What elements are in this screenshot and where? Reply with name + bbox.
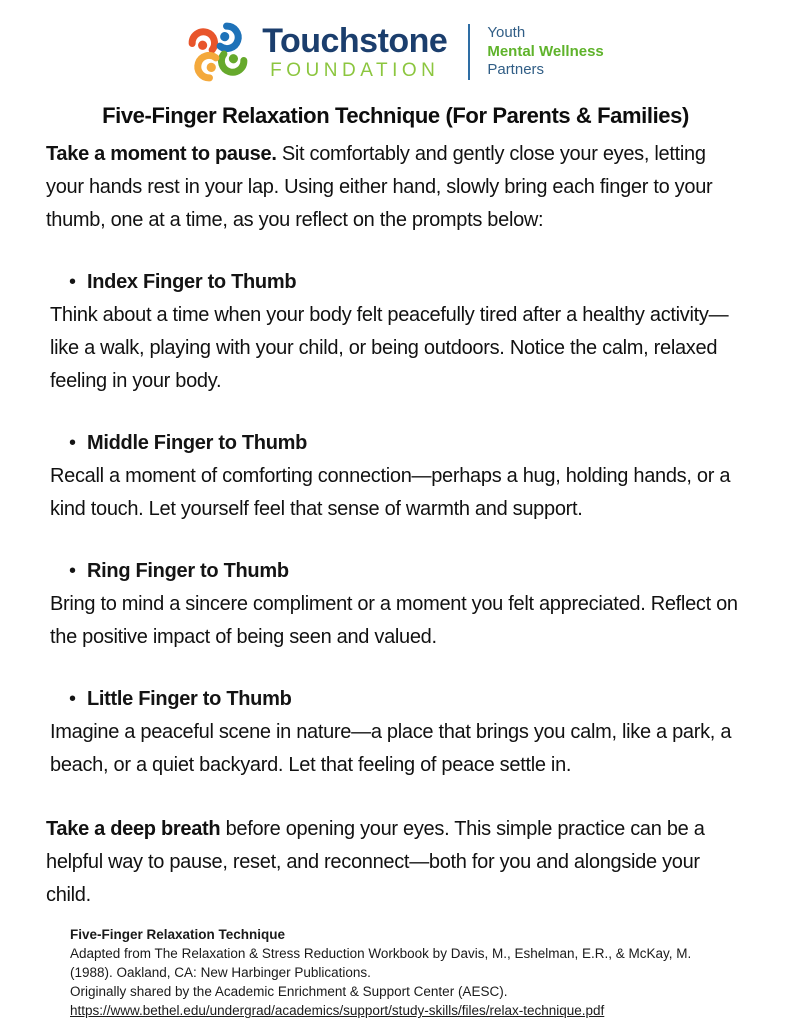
step-index-finger (46, 266, 745, 398)
citation-title: Five-Finger Relaxation Technique (70, 927, 286, 942)
closing-lead-bold: Take a deep breath (46, 818, 221, 840)
intro-text: Sit comfortably and gently close your eyes, letting your hands rest in your lap. Using either hand, slowly bring each finger to your thumb, one at a time, as you reflect on the prompts below: (46, 143, 713, 231)
intro-paragraph (46, 138, 745, 237)
brand-foundation: FOUNDATION (270, 60, 440, 81)
step-heading-label: Ring Finger to Thumb (87, 560, 289, 582)
citation-adapted-from: Adapted from The Relaxation & Stress Reduction Workbook by Davis, M., Eshelman, E.R., & McKay, M. (1988). Oakland, CA: New Harbinger Publications. (70, 946, 692, 980)
step-body: Think about a time when your body felt peacefully tired after a healthy activity—like a walk, playing with your child, or being outdoors. Notice the calm, relaxed feeling in your body. (50, 304, 729, 392)
logo-divider (468, 24, 470, 80)
partner-line-mental-wellness: Mental Wellness (487, 42, 604, 60)
step-middle-finger (46, 427, 745, 526)
page-title: Five-Finger Relaxation Technique (For Parents & Families) (102, 103, 689, 128)
partner-tagline (487, 24, 603, 80)
touchstone-foundation-logo-icon (187, 21, 249, 83)
intro-lead-bold: Take a moment to pause. (46, 143, 277, 165)
step-heading (46, 555, 745, 588)
step-heading-label: Index Finger to Thumb (87, 271, 297, 293)
step-heading-label: Little Finger to Thumb (87, 688, 292, 710)
step-body: Recall a moment of comforting connection—perhaps a hug, holding hands, or a kind touch. Let yourself feel that sense of warmth and support. (50, 465, 731, 520)
citation-shared-by: Originally shared by the Academic Enrichment & Support Center (AESC). (70, 984, 508, 999)
step-body: Bring to mind a sincere compliment or a moment you felt appreciated. Reflect on the positive impact of being seen and valued. (50, 593, 738, 648)
step-body: Imagine a peaceful scene in nature—a place that brings you calm, like a park, a beach, or a quiet backyard. Let that feeling of peace settle in. (50, 721, 732, 776)
bullet-icon: • (69, 271, 76, 293)
bullet-icon: • (69, 432, 76, 454)
bullet-icon: • (69, 560, 76, 582)
citation-footer (46, 925, 745, 1020)
brand-name: Touchstone (262, 22, 448, 60)
source-url-link[interactable]: https://www.bethel.edu/undergrad/academics/support/study-skills/files/relax-technique.pdf (70, 1003, 605, 1018)
step-heading-label: Middle Finger to Thumb (87, 432, 308, 454)
brand-text (262, 24, 447, 80)
logo-header (46, 12, 745, 90)
step-little-finger (46, 683, 745, 782)
closing-paragraph (46, 813, 745, 912)
partner-line-partners: Partners (487, 61, 545, 79)
bullet-icon: • (69, 688, 76, 710)
step-heading (46, 427, 745, 460)
step-heading (46, 266, 745, 299)
partner-line-youth: Youth (487, 23, 526, 41)
citation-link-row (70, 1001, 715, 1020)
step-heading (46, 683, 745, 716)
step-ring-finger (46, 555, 745, 654)
closing-text: before opening your eyes. This simple practice can be a helpful way to pause, reset, and reconnect—both for you and alongside your child. (46, 818, 705, 906)
